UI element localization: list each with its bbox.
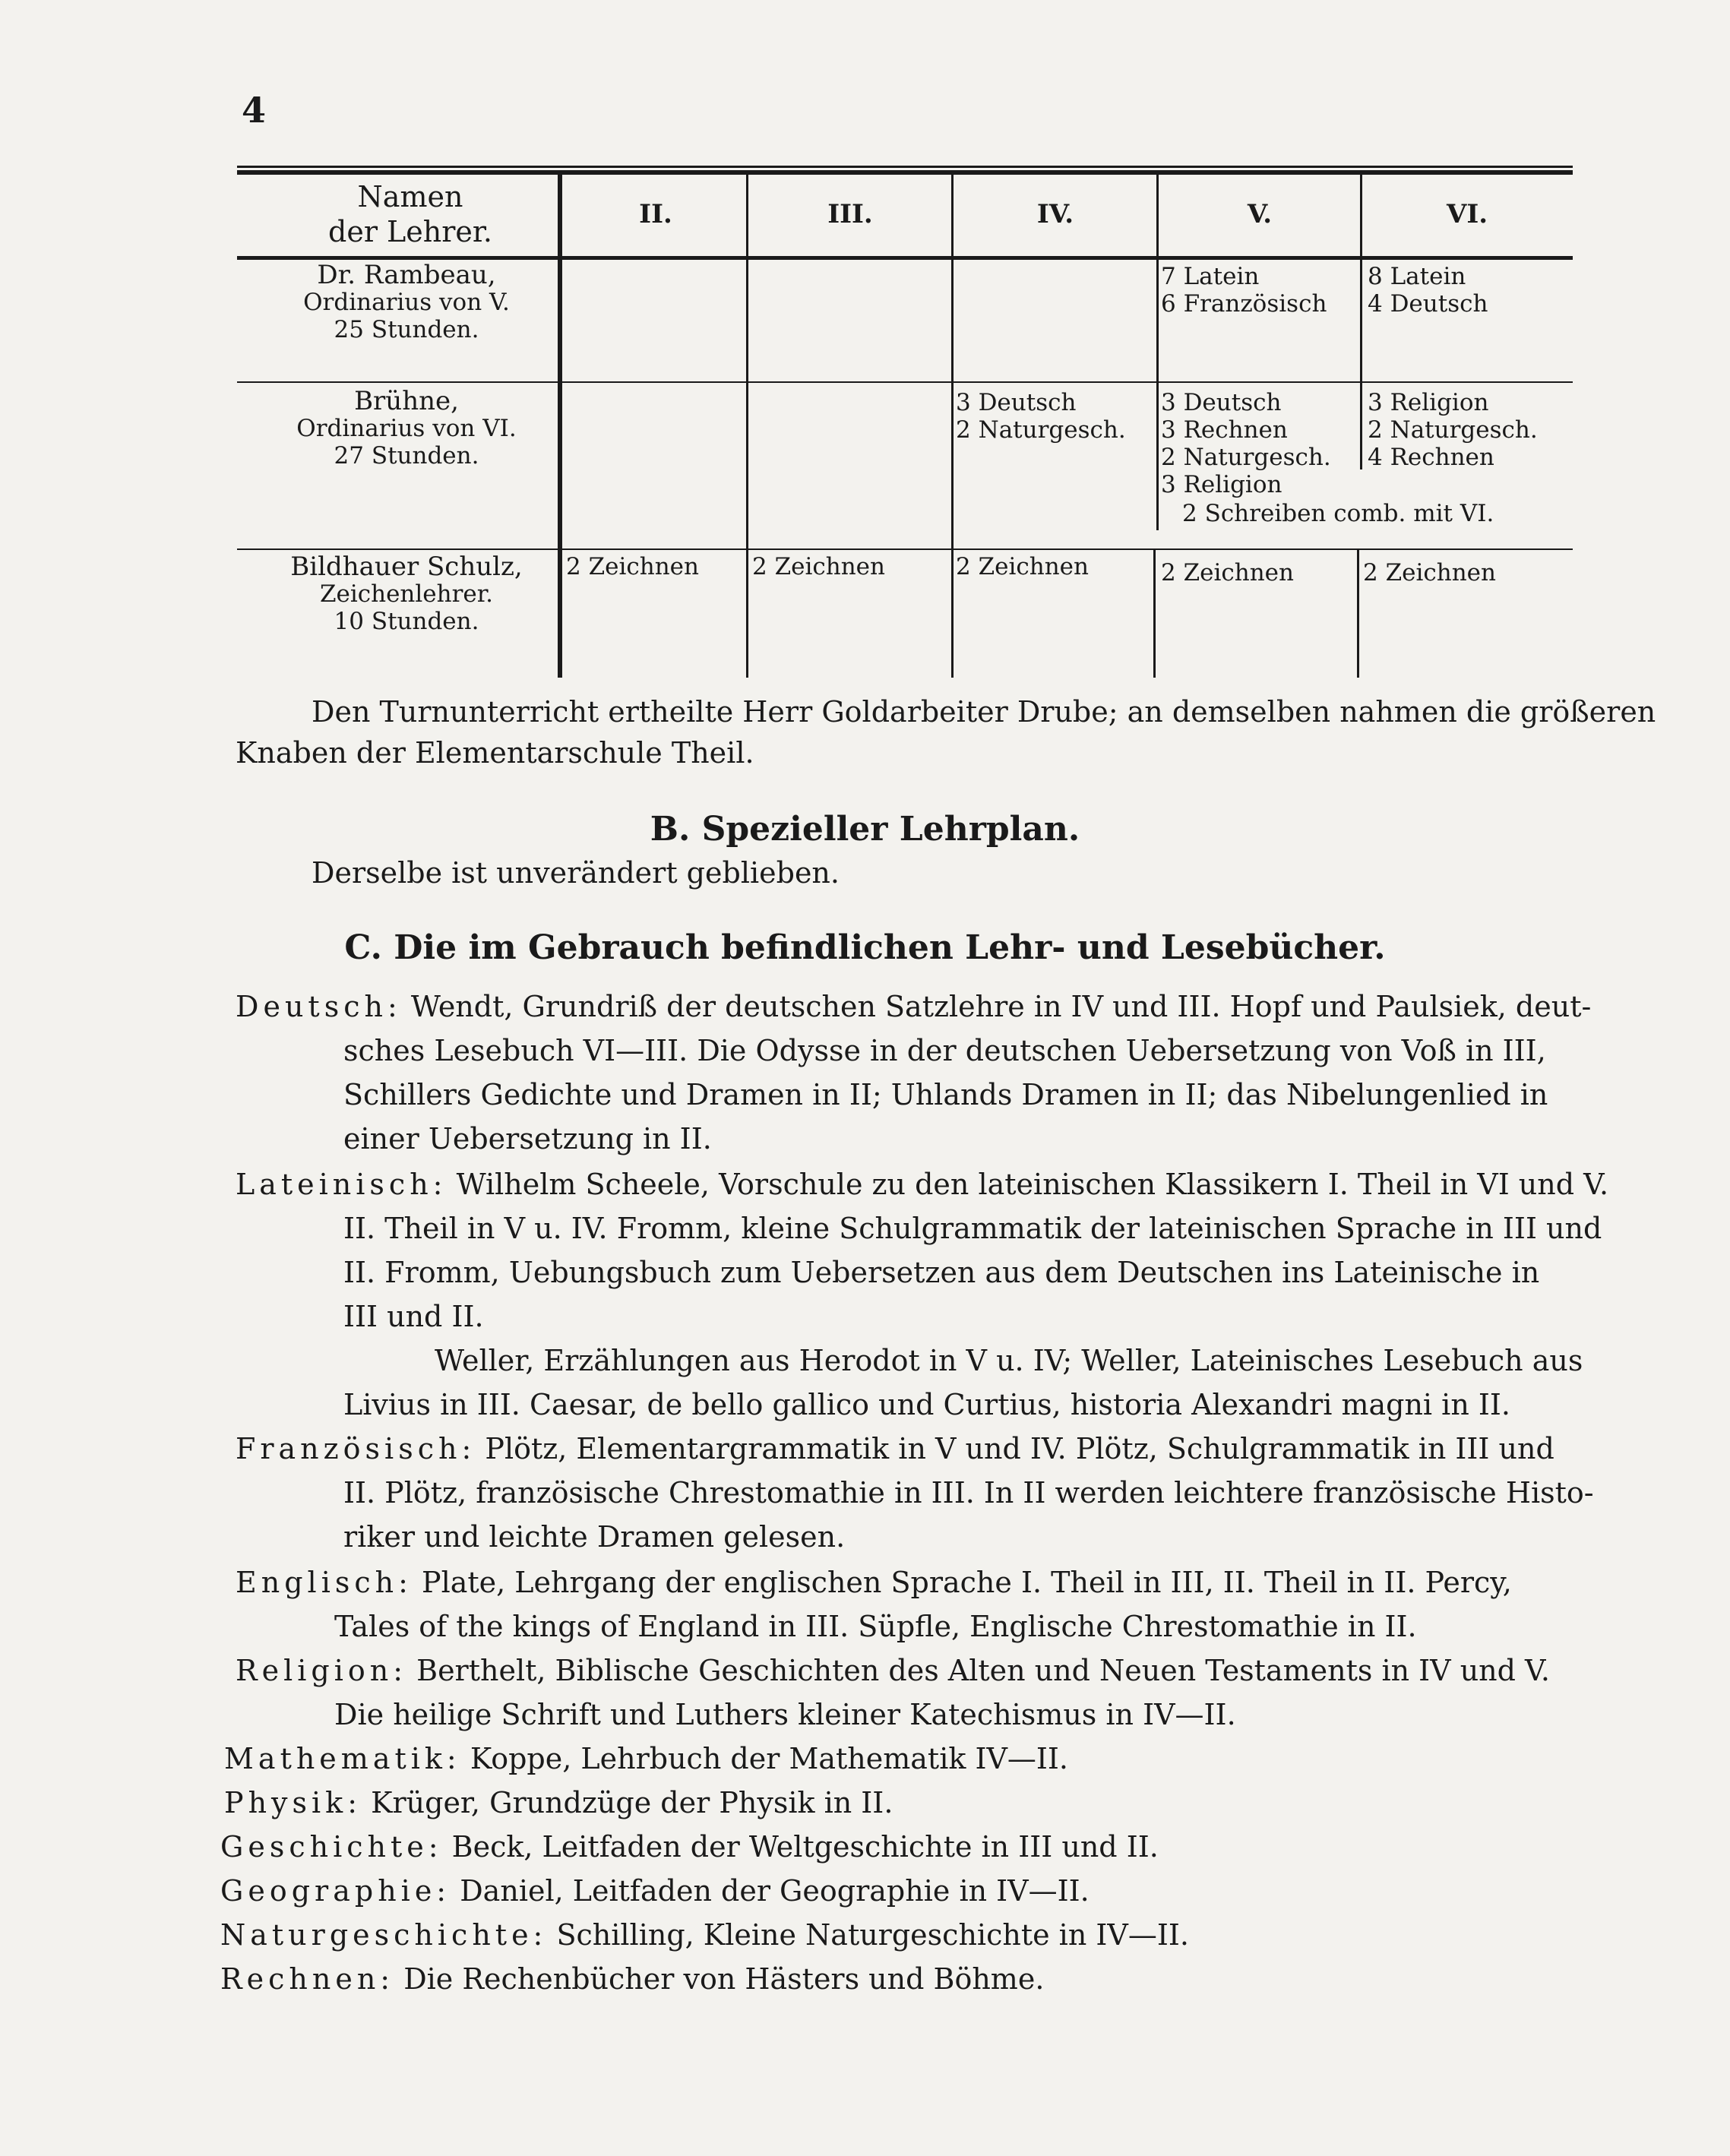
lesson-entry: 4 Rechnen: [1368, 444, 1494, 471]
subject-label: Deutsch:: [236, 990, 402, 1023]
subject-line: Schillers Gedichte und Dramen in II; Uhlands Dramen in II; das Nibelungenlied in: [343, 1078, 1548, 1111]
subject-lateinisch: [236, 1162, 1608, 1206]
teacher-role: Ordinarius von VI.: [296, 415, 517, 442]
lesson-entry: 7 Latein: [1161, 263, 1260, 290]
row3-col-ii: 2 Zeichnen: [566, 553, 699, 580]
subject-label: Physik:: [224, 1786, 362, 1819]
subject-geographie: [220, 1869, 1090, 1913]
row1-separator: [237, 381, 1573, 383]
subject-line: Die heilige Schrift und Luthers kleiner Katechismus in IV—II.: [334, 1698, 1236, 1731]
teacher-hours: 27 Stunden.: [334, 442, 479, 469]
subject-line: III und II.: [343, 1300, 484, 1333]
subject-line: Wilhelm Scheele, Vorschule zu den lateinischen Klassikern I. Theil in VI und V.: [456, 1168, 1609, 1201]
subject-label: Lateinisch:: [236, 1168, 448, 1201]
subject-physik: [224, 1781, 893, 1825]
column-divider-v-lower: [1357, 548, 1359, 678]
column-divider-iv: [1156, 173, 1159, 530]
row2-col-v: [1161, 389, 1331, 498]
lesson-entry: 3 Deutsch: [1161, 389, 1282, 416]
column-divider-ii: [746, 173, 748, 678]
subject-geschichte: [220, 1825, 1159, 1869]
turn-paragraph-line2: Knaben der Elementarschule Theil.: [236, 736, 754, 770]
lesson-entry: 2 Naturgesch.: [1161, 444, 1331, 471]
subject-line: sches Lesebuch VI—III. Die Odysse in der deutschen Uebersetzung von Voß in III,: [343, 1034, 1546, 1067]
row1-col-v: [1161, 263, 1327, 318]
subject-line: Berthelt, Biblische Geschichten des Alten und Neuen Testaments in IV und V.: [416, 1654, 1550, 1687]
lesson-entry: 3 Religion: [1161, 471, 1282, 498]
column-divider-iii: [951, 173, 954, 678]
subject-line: riker und leichte Dramen gelesen.: [343, 1520, 846, 1554]
subject-label: Französisch:: [236, 1432, 476, 1465]
teacher-hours: 25 Stunden.: [334, 316, 479, 343]
subject-mathematik: [224, 1737, 1068, 1781]
subject-englisch: [236, 1560, 1512, 1604]
subject-line: einer Uebersetzung in II.: [343, 1122, 712, 1155]
subject-label: Geographie:: [220, 1874, 451, 1908]
lesson-entry: 8 Latein: [1368, 263, 1466, 290]
teacher-name: Bildhauer Schulz,: [290, 552, 523, 582]
subject-line: II. Fromm, Uebungsbuch zum Uebersetzen aus dem Deutschen ins Lateinische in: [343, 1256, 1540, 1289]
section-b-title: B. Spezieller Lehrplan.: [650, 810, 1080, 849]
subject-line: II. Theil in V u. IV. Fromm, kleine Schulgrammatik der lateinischen Sprache in III und: [343, 1212, 1602, 1245]
column-divider-v: [1360, 173, 1362, 469]
row1-col-vi: [1368, 263, 1488, 318]
subject-label: Englisch:: [236, 1566, 413, 1599]
column-divider-name: [558, 173, 562, 678]
table-top-rule-thin: [237, 166, 1573, 168]
subject-line: Daniel, Leitfaden der Geographie in IV—II.: [460, 1874, 1090, 1908]
header-col-v: V.: [1247, 199, 1273, 229]
subject-line: Tales of the kings of England in III. Süpfle, Englische Chrestomathie in II.: [334, 1610, 1417, 1643]
row2-separator: [237, 548, 1573, 550]
subject-line: Koppe, Lehrbuch der Mathematik IV—II.: [470, 1742, 1069, 1775]
subject-line: Plötz, Elementargrammatik in V und IV. Plötz, Schulgrammatik in III und: [485, 1432, 1554, 1465]
teacher-role: Zeichenlehrer.: [319, 580, 494, 608]
subject-religion: [236, 1649, 1550, 1693]
turn-paragraph-line1: Den Turnunterricht ertheilte Herr Goldarbeiter Drube; an demselben nahmen die größeren: [312, 695, 1656, 729]
subject-line: Die Rechenbücher von Hästers und Böhme.: [403, 1962, 1045, 1996]
subject-line: Beck, Leitfaden der Weltgeschichte in III und II.: [451, 1830, 1159, 1864]
subject-line: II. Plötz, französische Chrestomathie in III. In II werden leichtere französische Histo-: [343, 1476, 1594, 1510]
row1-teacher: [258, 261, 555, 343]
subject-line: Plate, Lehrgang der englischen Sprache I. Theil in III, II. Theil in II. Percy,: [422, 1566, 1512, 1599]
lesson-entry: 3 Religion: [1368, 389, 1489, 416]
page-number: 4: [242, 90, 267, 131]
subject-line: Wendt, Grundriß der deutschen Satzlehre in IV und III. Hopf und Paulsiek, deut-: [410, 990, 1592, 1023]
teacher-hours: 10 Stunden.: [334, 608, 479, 635]
lesson-entry: 2 Naturgesch.: [956, 416, 1126, 444]
subject-line: Schilling, Kleine Naturgeschichte in IV—II.: [556, 1918, 1189, 1952]
header-col-vi: VI.: [1446, 199, 1488, 229]
lesson-entry: 3 Deutsch: [956, 389, 1077, 416]
lesson-entry: 6 Französisch: [1161, 290, 1327, 318]
header-col-ii: II.: [639, 199, 672, 229]
lesson-entry: 2 Naturgesch.: [1368, 416, 1538, 444]
section-b-text: Derselbe ist unverändert geblieben.: [312, 856, 840, 890]
subject-label: Religion:: [236, 1654, 408, 1687]
teacher-name: Dr. Rambeau,: [317, 260, 496, 290]
teacher-role: Ordinarius von V.: [303, 289, 510, 316]
row2-col-iv: [956, 389, 1126, 444]
lesson-entry: 3 Rechnen: [1161, 416, 1288, 444]
row3-col-iii: 2 Zeichnen: [752, 553, 885, 580]
header-teacher-names: [274, 179, 547, 249]
header-col-iii: III.: [827, 199, 873, 229]
row3-col-iv: 2 Zeichnen: [956, 553, 1089, 580]
subject-label: Rechnen:: [220, 1962, 395, 1996]
subject-deutsch: [236, 985, 1591, 1029]
subject-line: Livius in III. Caesar, de bello gallico und Curtius, historia Alexandri magni in II.: [343, 1388, 1510, 1421]
header-col-iv: IV.: [1036, 199, 1074, 229]
subject-line: Weller, Erzählungen aus Herodot in V u. IV; Weller, Lateinisches Lesebuch aus: [435, 1344, 1583, 1377]
section-c-title: C. Die im Gebrauch befindlichen Lehr- und Lesebücher.: [344, 928, 1386, 967]
teacher-name: Brühne,: [354, 386, 459, 416]
subject-label: Naturgeschichte:: [220, 1918, 548, 1952]
lesson-entry: 4 Deutsch: [1368, 290, 1488, 318]
row2-combined: 2 Schreiben comb. mit VI.: [1182, 500, 1494, 527]
header-name-line: der Lehrer.: [328, 215, 492, 248]
subject-franzoesisch: [236, 1427, 1554, 1471]
table-top-rule-thick: [237, 170, 1573, 175]
subject-naturgeschichte: [220, 1913, 1189, 1957]
row3-col-vi: 2 Zeichnen: [1363, 559, 1496, 586]
subject-line: Krüger, Grundzüge der Physik in II.: [371, 1786, 893, 1819]
row3-teacher: [258, 553, 555, 635]
subject-label: Mathematik:: [224, 1742, 461, 1775]
subject-rechnen: [220, 1957, 1044, 2001]
row2-teacher: [258, 387, 555, 469]
row3-col-v: 2 Zeichnen: [1161, 559, 1294, 586]
row2-col-vi: [1368, 389, 1538, 471]
column-divider-iv-lower: [1153, 548, 1156, 678]
header-name-line: Namen: [357, 180, 463, 213]
subject-label: Geschichte:: [220, 1830, 443, 1864]
